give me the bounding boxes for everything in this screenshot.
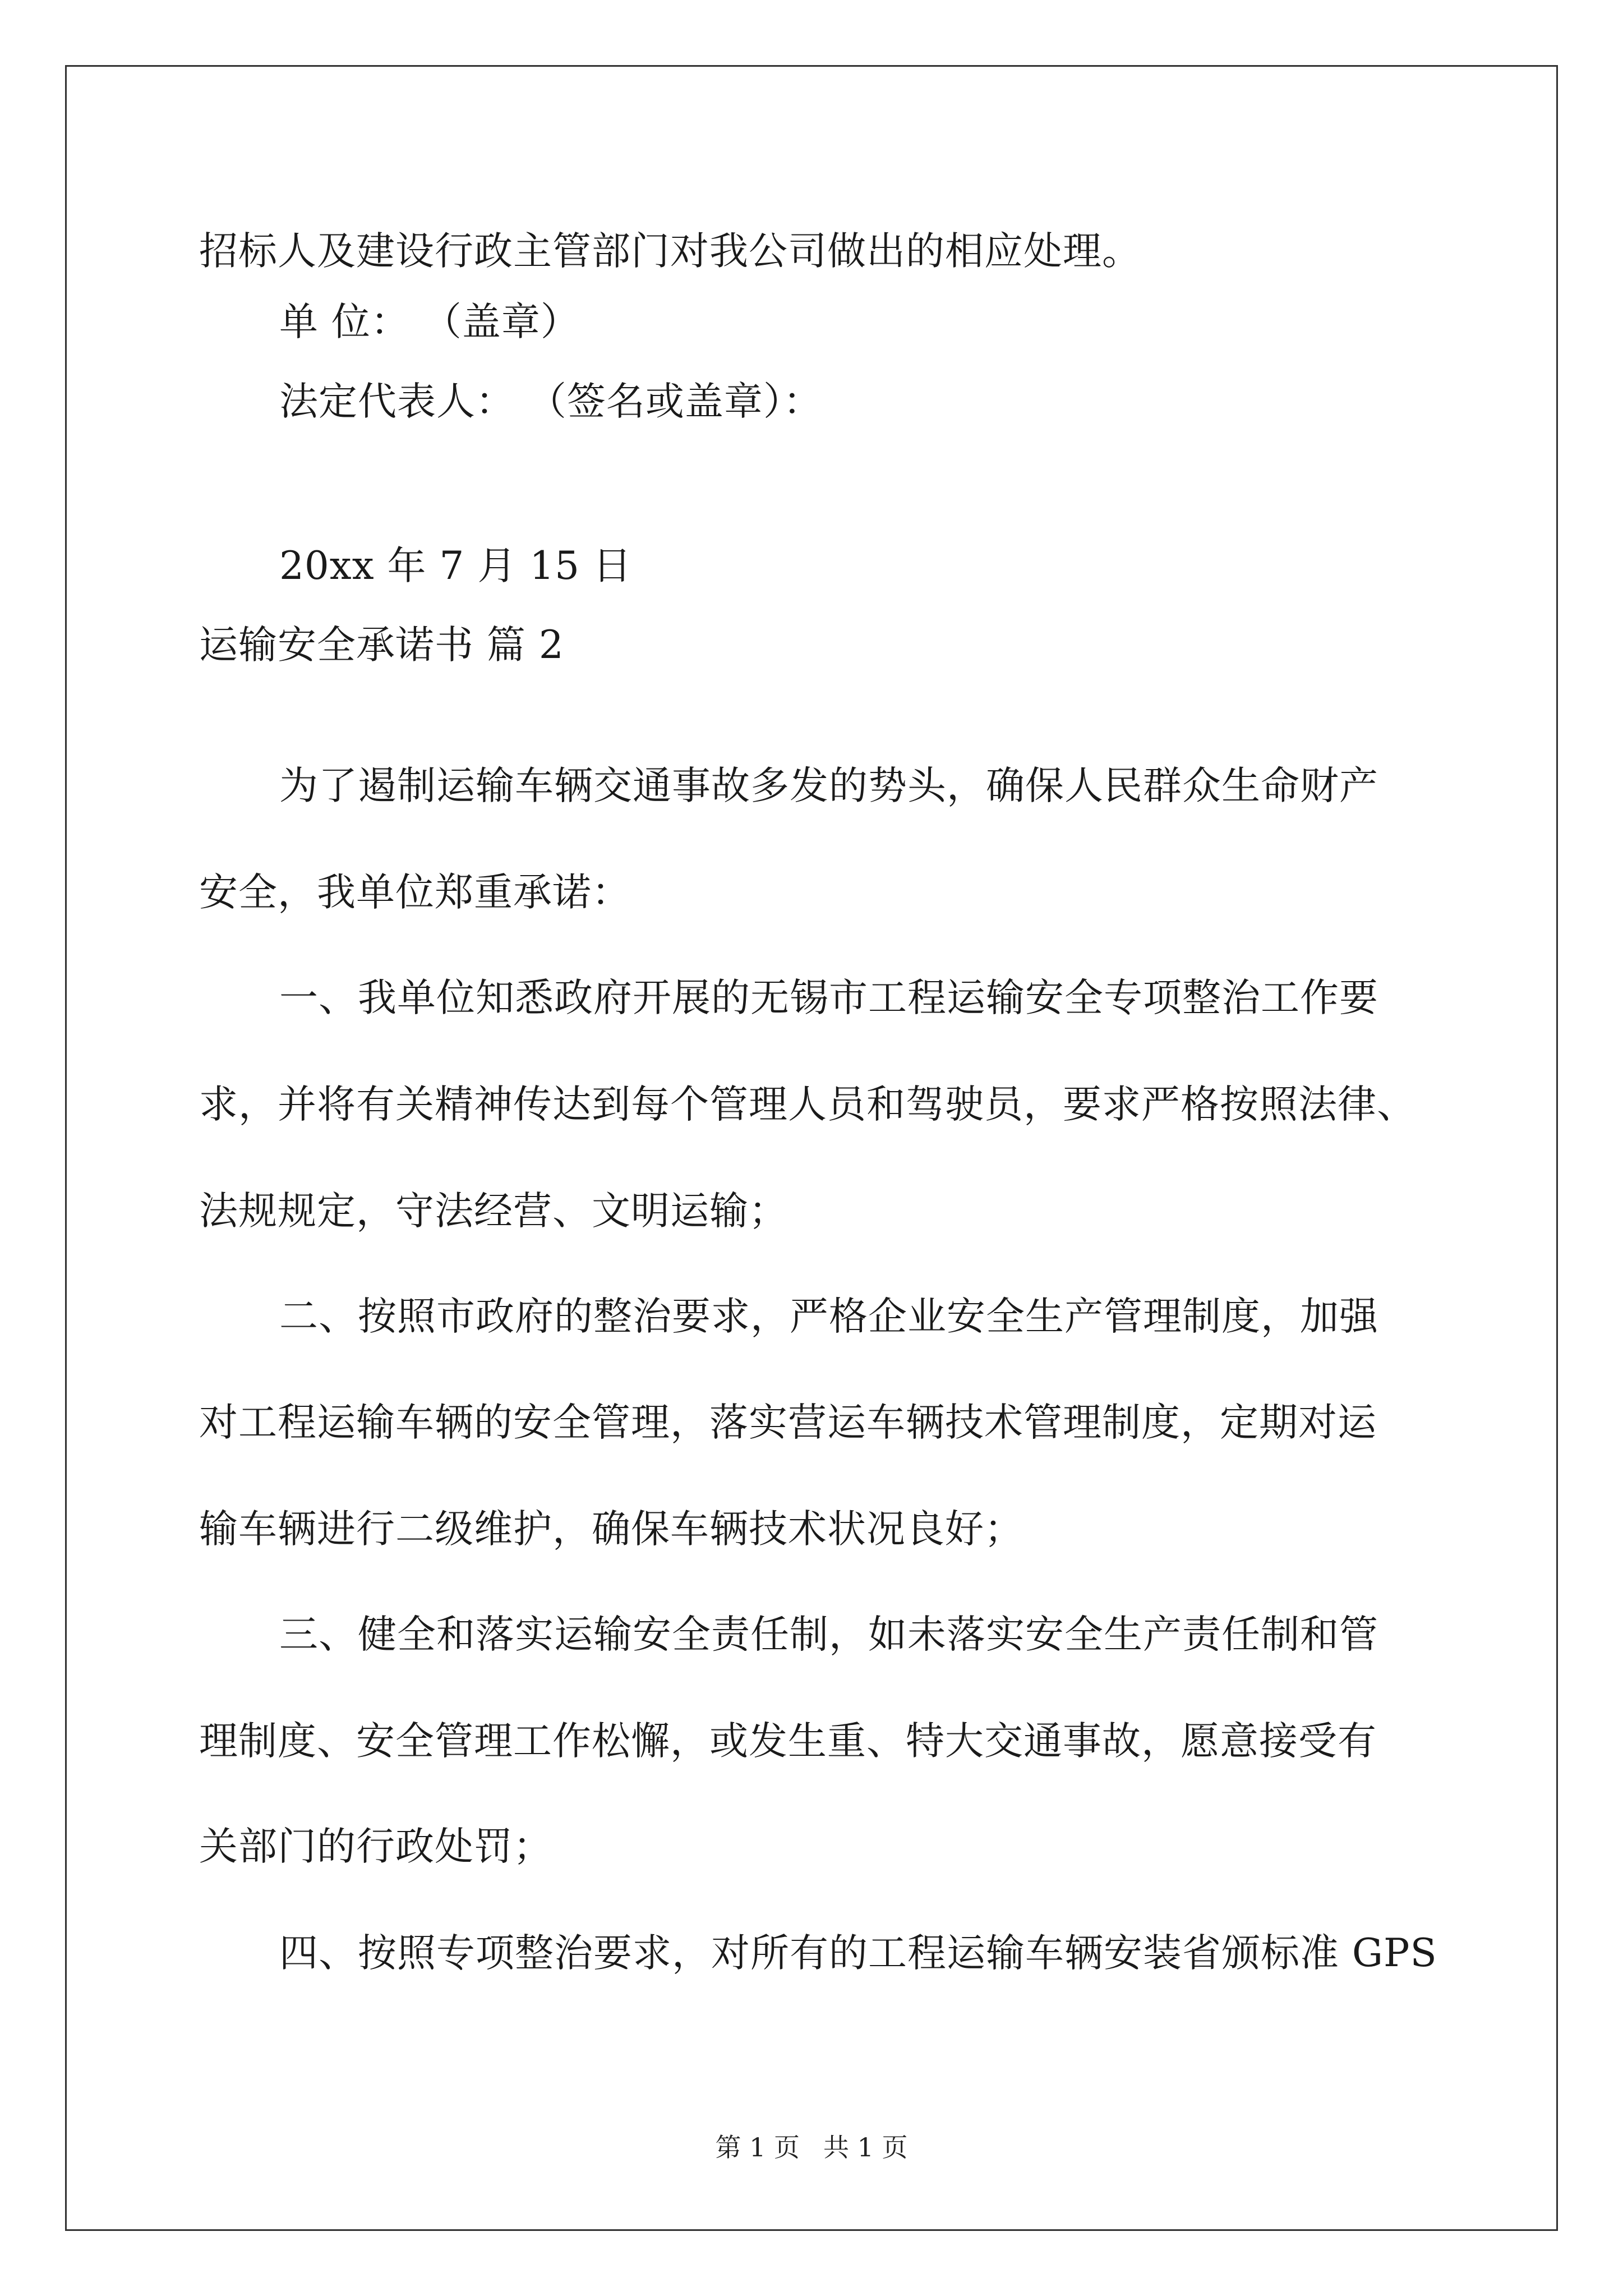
text-line-9: 求，并将有关精神传达到每个管理人员和驾驶员，要求严格按照法律、 — [199, 1082, 1416, 1127]
text-line-8: 一、我单位知悉政府开展的无锡市工程运输安全专项整治工作要 — [279, 976, 1378, 1020]
text-line-12: 对工程运输车辆的安全管理，落实营运车辆技术管理制度，定期对运 — [199, 1400, 1377, 1445]
date-line: 20xx 年 7 月 15 日 — [279, 544, 632, 588]
text-line-16: 关部门的行政处罚； — [199, 1824, 552, 1869]
section-heading: 运输安全承诺书 篇 2 — [199, 623, 564, 668]
text-line-6: 为了遏制运输车辆交通事故多发的势头，确保人民群众生命财产 — [279, 763, 1378, 808]
page-number: 第 1 页 — [715, 2132, 800, 2162]
text-line-1: 招标人及建设行政主管部门对我公司做出的相应处理。 — [199, 229, 1141, 274]
text-line-10: 法规规定，守法经营、文明运输； — [199, 1189, 788, 1234]
text-line-14: 三、健全和落实运输安全责任制，如未落实安全生产责任制和管 — [279, 1612, 1378, 1657]
unit-seal-line: 单 位： （盖章） — [279, 300, 580, 344]
legal-representative-line: 法定代表人： （签名或盖章）： — [279, 379, 823, 424]
text-line-11: 二、按照市政府的整治要求，严格企业安全生产管理制度，加强 — [279, 1294, 1378, 1339]
text-line-7: 安全，我单位郑重承诺： — [199, 870, 631, 915]
page-total: 共 1 页 — [823, 2132, 908, 2162]
page-footer — [0, 2131, 1623, 2164]
text-line-13: 输车辆进行二级维护，确保车辆技术状况良好； — [199, 1507, 1023, 1552]
text-line-17: 四、按照专项整治要求，对所有的工程运输车辆安装省颁标准 GPS — [279, 1931, 1437, 1976]
text-line-15: 理制度、安全管理工作松懈，或发生重、特大交通事故，愿意接受有 — [199, 1719, 1377, 1764]
